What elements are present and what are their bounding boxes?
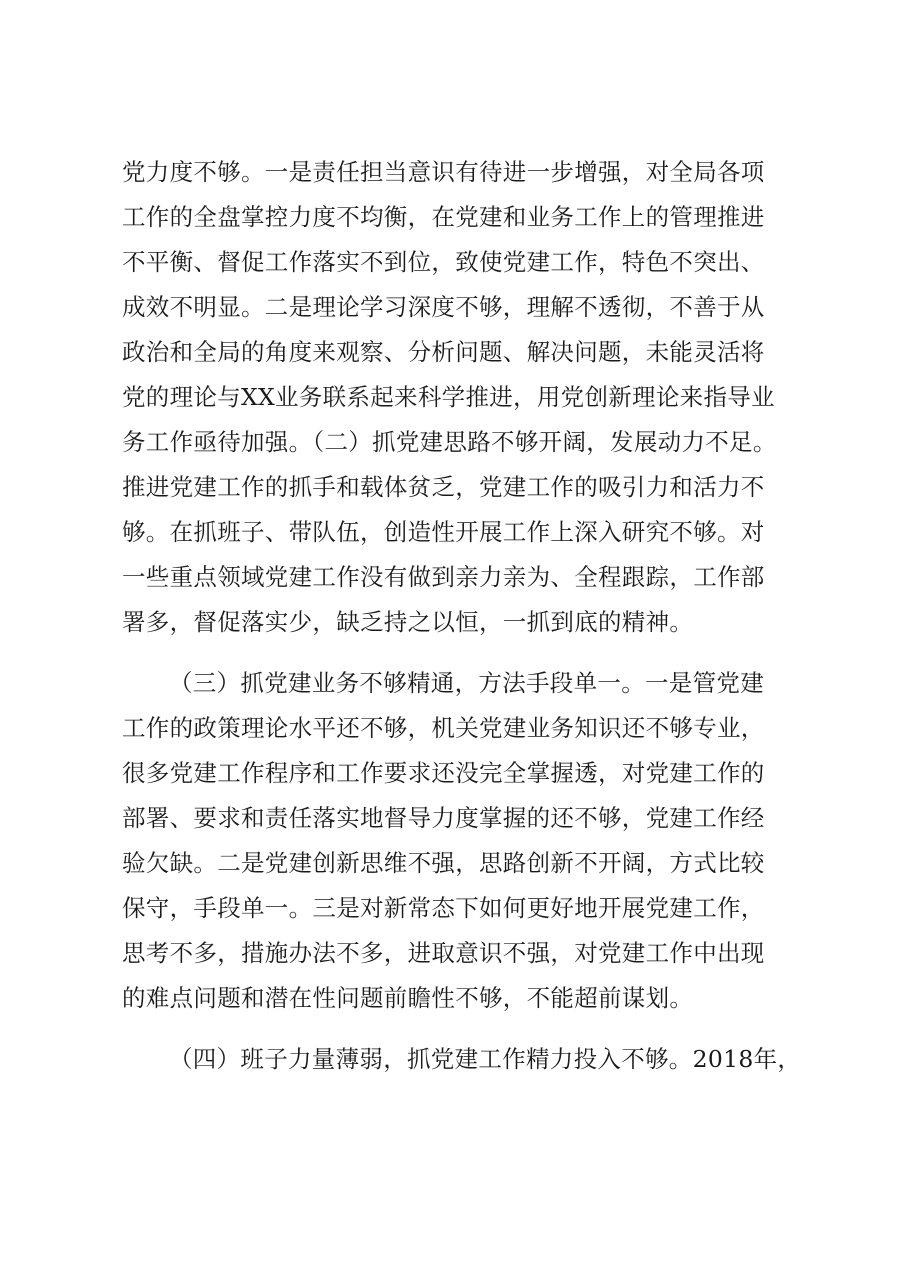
text-line: 成效不明显。二是理论学习深度不够，理解不透彻，不善于从 [122,293,765,321]
paragraph-heading-3: （三）抓党建业务不够精通，方法手段单一。一是管党建 [169,669,764,697]
text-line: 署多，督促落实少，缺乏持之以恒，一抓到底的精神。 [122,608,694,636]
text-line: 政治和全局的角度来观察、分析问题、解决问题，未能灵活将 [122,338,765,366]
text-line: 工作的政策理论水平还不够，机关党建业务知识还不够专业， [122,714,765,742]
text-line: 工作的全盘掌控力度不均衡，在党建和业务工作上的管理推进 [122,203,765,231]
text-line: 党的理论与XX业务联系起来科学推进，用党创新理论来指导业 [122,383,775,411]
text-line: 很多党建工作程序和工作要求还没完全掌握透，对党建工作的 [122,759,765,787]
text-line: 务工作亟待加强。（二）抓党建思路不够开阔，发展动力不足。 [122,428,777,456]
text-line: 党力度不够。一是责任担当意识有待进一步增强，对全局各项 [122,158,765,186]
text-line: 一些重点领域党建工作没有做到亲力亲为、全程跟踪，工作部 [122,563,765,591]
text-line: 部署、要求和责任落实地督导力度掌握的还不够，党建工作经 [122,804,765,832]
text-line: 保守，手段单一。三是对新常态下如何更好地开展党建工作， [122,894,765,922]
text-line: 推进党建工作的抓手和载体贫乏，党建工作的吸引力和活力不 [122,473,765,501]
text-line: 不平衡、督促工作落实不到位，致使党建工作，特色不突出、 [122,248,765,276]
paragraph-heading-4: （四）班子力量薄弱，抓党建工作精力投入不够。2018年， [169,1045,802,1073]
text-line: 够。在抓班子、带队伍，创造性开展工作上深入研究不够。对 [122,518,765,546]
text-line: 思考不多，措施办法不多，进取意识不强，对党建工作中出现 [122,939,765,967]
text-line: 的难点问题和潜在性问题前瞻性不够，不能超前谋划。 [122,984,694,1012]
text-line: 验欠缺。二是党建创新思维不强，思路创新不开阔，方式比较 [122,849,765,877]
